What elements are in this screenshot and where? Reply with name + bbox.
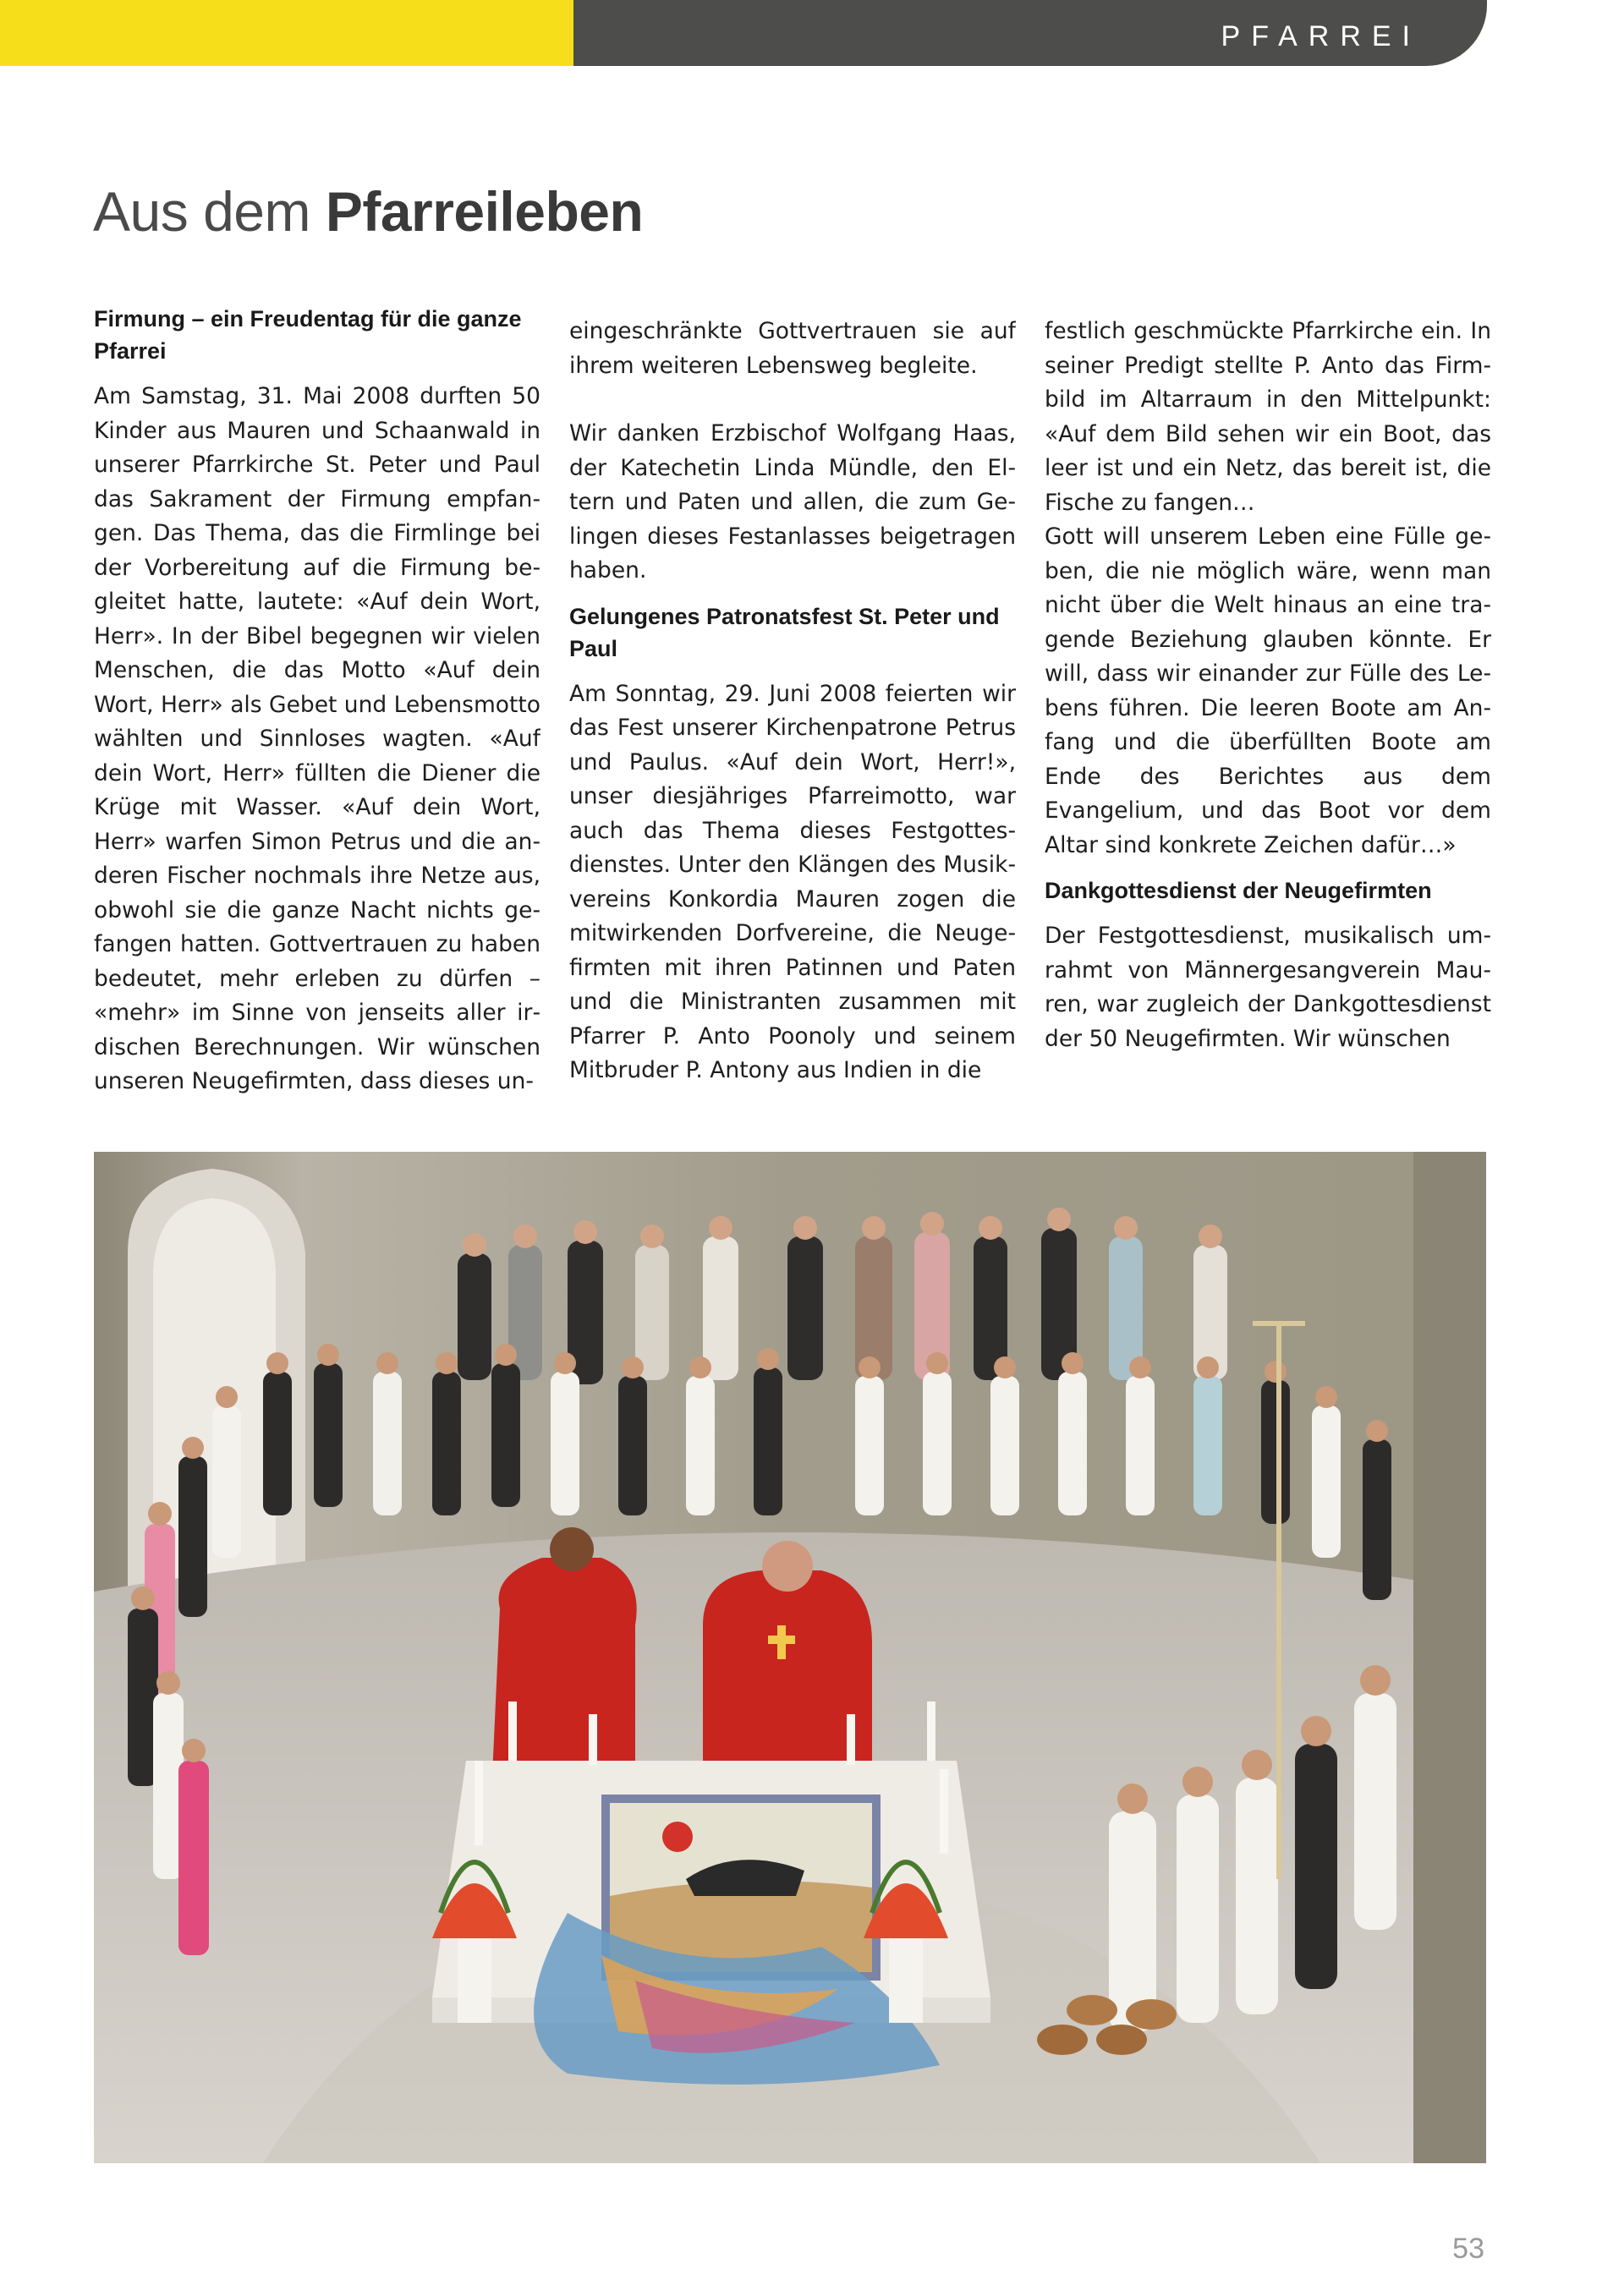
article-paragraph: Gott will unserem Leben eine Fülle geben, die nie möglich wäre, wenn man nicht über die Welt hinaus an eine tragende Beziehung glauben könnte. Er will, dass wir einander zur Fülle des Lebens führen. Die leeren Boote am Anfang und die überfüllten Boote am Ende des Berichtes aus dem Evangelium, und das Boot vor dem Altar sind konkrete Zeichen dafür…»: [1045, 523, 1491, 858]
article-paragraph: Der Festgottesdienst, musikalisch umrahmt von Männergesangverein Mauren, war zugleich der Dankgottesdienst der 50 Neugefirmten. Wir wünschen: [1045, 923, 1491, 1052]
text-column-1: [94, 303, 540, 1106]
header-accent-bar: [0, 0, 573, 66]
article-paragraph: eingeschränkte Gottvertrauen sie auf ihrem weiteren Lebensweg begleite.: [569, 318, 1016, 379]
article-heading-patronatsfest: Gelungenes Patronatsfest St. Peter und Paul: [569, 603, 1000, 661]
article-paragraph: Am Sonntag, 29. Juni 2008 feierten wir das Fest unserer Kirchenpatrone Petrus und Paulus. «Auf dein Wort, Herr!», unser diesjähriges Pfarreimotto, war auch das Thema dieses Festgottesdienstes. Unter den Klängen des Musikvereins Konkordia Mauren zogen die mitwirkenden Dorfvereine, die Neugefirmten mit ihren Patinnen und Paten und die Ministranten zusammen mit Pfarrer P. Anto Poonoly und seinem Mitbruder P. Antony aus Indien in die: [569, 680, 1016, 1083]
article-paragraph: Am Samstag, 31. Mai 2008 durften 50 Kinder aus Mauren und Schaanwald in unserer Pfarrkirche St. Peter und Paul das Sakrament der Firmung empfangen. Das Thema, das die Firmlinge bei der Vorbereitung auf die Firmung begleitet hatte, lautete: «Auf dein Wort, Herr». In der Bibel begegnen wir vielen Menschen, die das Motto «Auf dein Wort, Herr» als Gebet und Lebensmotto wählten und Sinnloses wagten. «Auf dein Wort, Herr» füllten die Diener die Krüge mit Wasser. «Auf dein Wort, Herr» warfen Simon Petrus und die anderen Fischer nochmals ihre Netze aus, obwohl sie die ganze Nacht nichts gefangen hatten. Gottvertrauen zu haben bedeutet, mehr erleben zu dürfen – «mehr» im Sinne von jenseits aller irdischen Berechnungen. Wir wünschen unseren Neugefirmten, dass dieses un-: [94, 383, 540, 1094]
page-title-light: Aus dem: [93, 180, 310, 243]
church-photo: [94, 1152, 1486, 2163]
page-title: [93, 179, 643, 244]
page-number: 53: [1452, 2233, 1484, 2265]
article-paragraph: Wir danken Erzbischof Wolfgang Haas, der Katechetin Linda Mündle, den Eltern und Paten und allen, die zum Gelingen dieses Festanlasses beigetragen haben.: [569, 420, 1016, 584]
text-column-2: [569, 315, 1016, 1118]
article-paragraph: festlich geschmückte Pfarrkirche ein. In seiner Predigt stellte P. Anto das Firmbild im Altarraum in den Mittelpunkt: «Auf dem Bild sehen wir ein Boot, das leer ist und ein Netz, das bereit ist, die Fische zu fangen…: [1045, 318, 1491, 516]
section-label: PFARREI: [1221, 20, 1421, 52]
text-column-3: [1045, 315, 1491, 1118]
article-heading-firmung: Firmung – ein Freudentag für die ganze Pfarrei: [94, 306, 522, 364]
page-title-bold: Pfarreileben: [325, 180, 644, 243]
article-heading-dankgottesdienst: Dankgottesdienst der Neugefirmten: [1045, 878, 1432, 903]
header-section-bar: [573, 0, 1487, 66]
